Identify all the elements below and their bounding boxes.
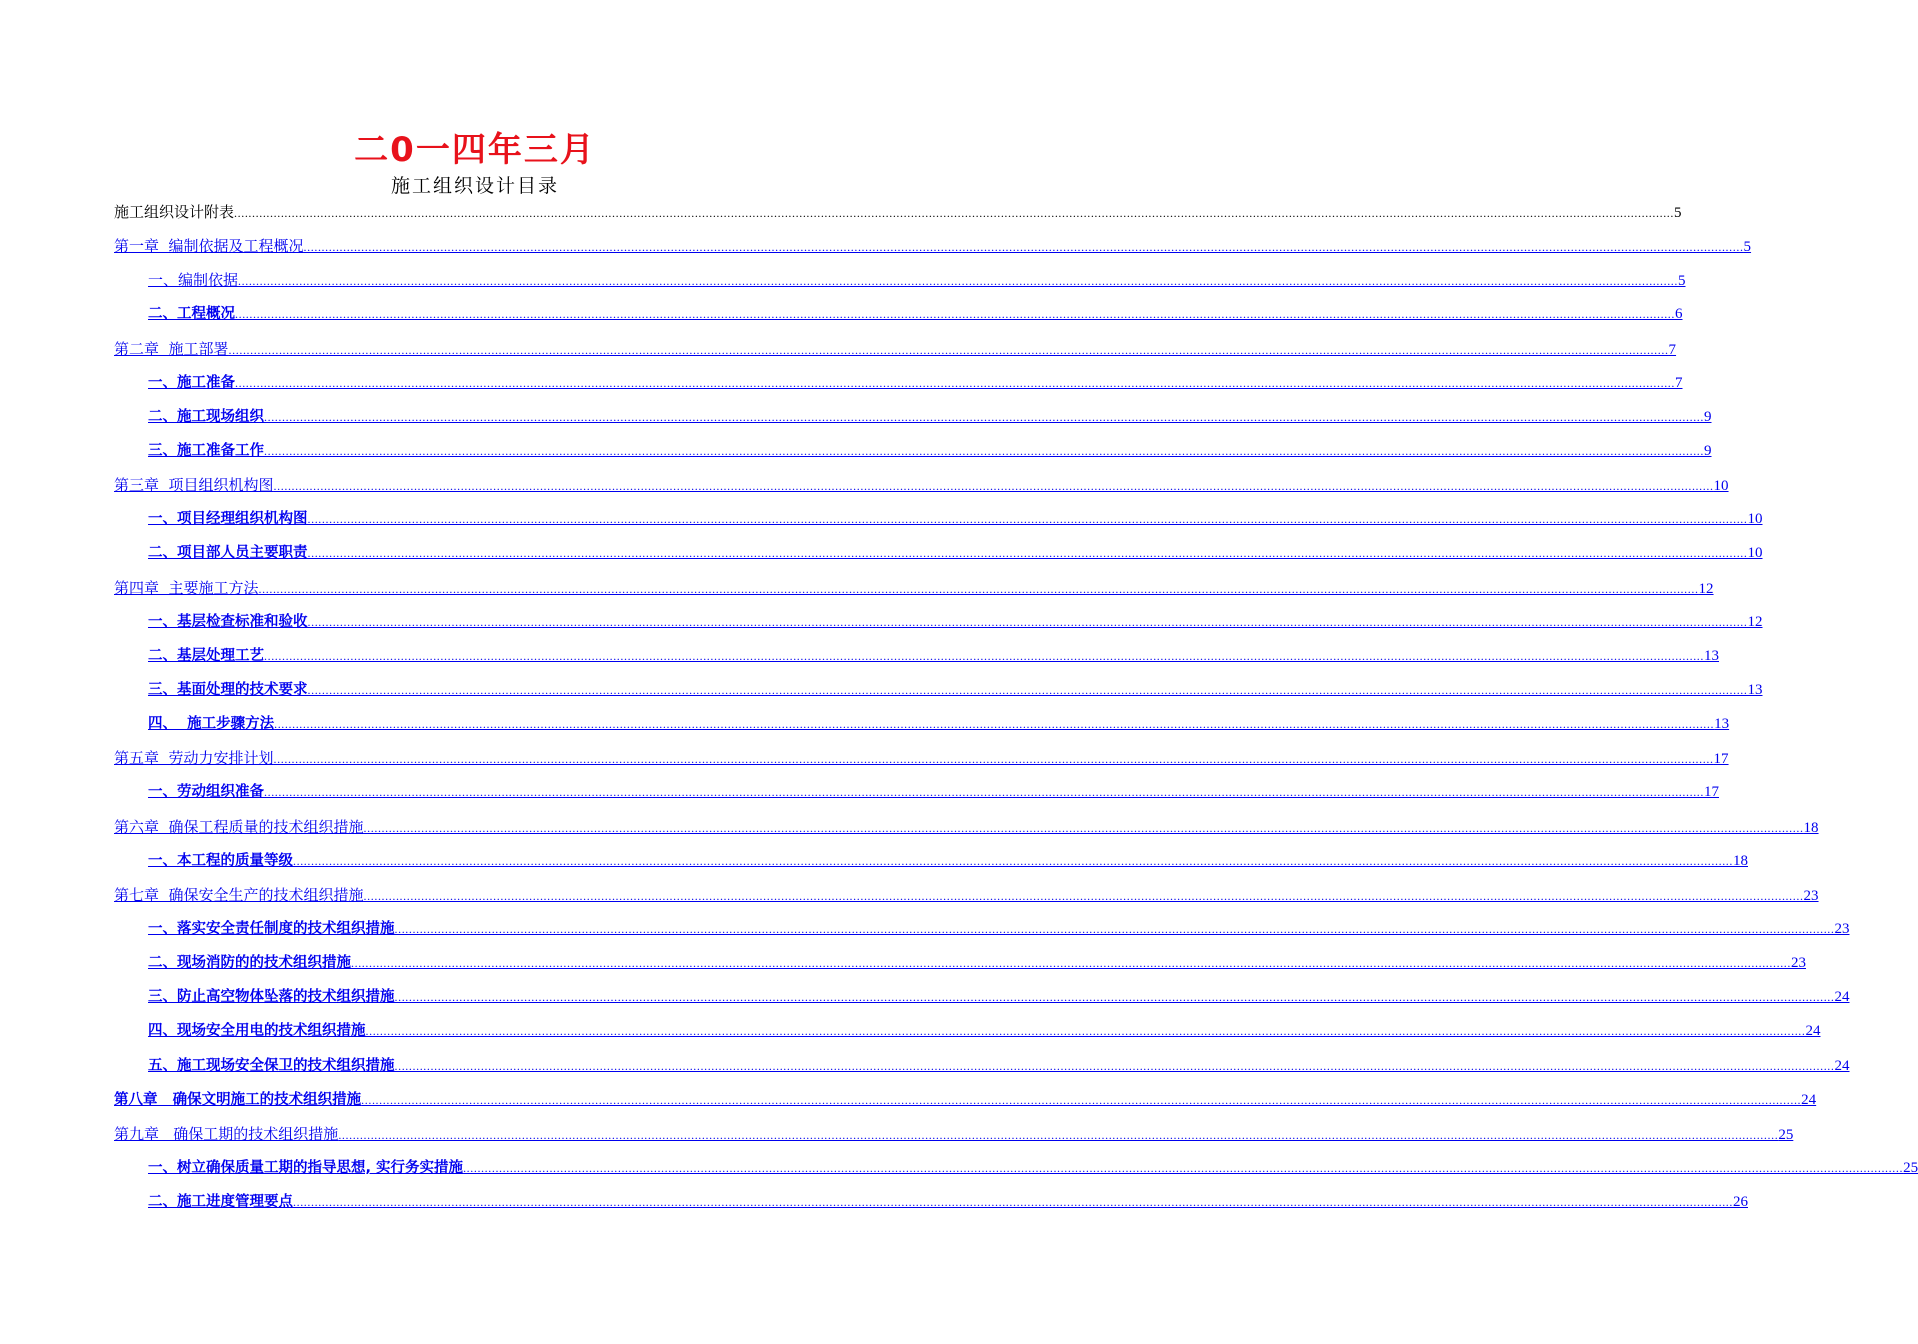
toc-entry[interactable] [114, 1019, 1821, 1053]
toc-entry-label: 二、项目部人员主要职责 [148, 545, 308, 562]
toc-entry[interactable] [114, 473, 1729, 507]
toc-entry-label: 二、施工现场组织 [148, 408, 264, 425]
toc-entry-page-number: 13 [1704, 647, 1719, 664]
toc-entry-label: 二、现场消防的的技术组织措施 [148, 955, 351, 972]
toc-entry[interactable] [114, 268, 1686, 302]
toc-entry[interactable] [114, 951, 1806, 985]
toc-entry-label: 三、基面处理的技术要求 [148, 681, 308, 698]
toc-entry-page-number: 13 [1714, 716, 1730, 733]
toc-leader-dots: ................................................................................................................................................................................................................................................................................................................................................................................................................ [258, 581, 1699, 596]
toc-leader-dots: ................................................................................................................................................................................................................................................................................................................................................................................................................ [307, 614, 1748, 629]
main-title: 二0一四年三月 [354, 130, 596, 170]
toc-leader-dots: ................................................................................................................................................................................................................................................................................................................................................................................................................ [264, 648, 1704, 663]
toc-entry[interactable] [114, 507, 1763, 541]
toc-entry-label: 一、编制依据 [148, 271, 239, 290]
toc-entry-label: 一、树立确保质量工期的指导思想, 实行务实措施 [148, 1159, 464, 1176]
toc-entry[interactable] [114, 1190, 1748, 1224]
toc-entry-label: 第三章 项目组织机构图 [114, 476, 274, 495]
toc-entry-label: 一、本工程的质量等级 [148, 852, 293, 869]
toc-entry-page-number: 13 [1747, 681, 1763, 698]
table-of-contents [114, 200, 1918, 1224]
toc-entry[interactable] [114, 541, 1763, 575]
toc-entry[interactable] [114, 746, 1729, 780]
toc-entry[interactable] [114, 1054, 1850, 1088]
toc-entry-page-number: 10 [1747, 545, 1763, 562]
toc-leader-dots: ................................................................................................................................................................................................................................................................................................................................................................................................................ [228, 342, 1669, 357]
toc-entry[interactable] [114, 610, 1763, 644]
toc-entry-label: 五、施工现场安全保卫的技术组织措施 [148, 1057, 395, 1074]
toc-entry-label: 二、施工进度管理要点 [148, 1194, 293, 1211]
toc-leader-dots: ................................................................................................................................................................................................................................................................................................................................................................................................................ [303, 240, 1744, 255]
toc-entry-page-number: 10 [1713, 478, 1729, 495]
toc-entry-label: 第一章 编制依据及工程概况 [114, 237, 304, 256]
toc-leader-dots: ................................................................................................................................................................................................................................................................................................................................................................................................................ [351, 956, 1791, 971]
toc-entry-page-number: 24 [1834, 989, 1850, 1006]
toc-entry-label: 第九章 确保工期的技术组织措施 [114, 1124, 339, 1143]
toc-entry-page-number: 5 [1743, 239, 1752, 256]
toc-entry-label: 第四章 主要施工方法 [114, 578, 259, 597]
toc-entry[interactable] [114, 883, 1819, 917]
toc-leader-dots: ................................................................................................................................................................................................................................................................................................................................................................................................................ [307, 512, 1748, 527]
toc-leader-dots: ................................................................................................................................................................................................................................................................................................................................................................................................................ [264, 443, 1704, 458]
toc-leader-dots: ................................................................................................................................................................................................................................................................................................................................................................................................................ [394, 921, 1835, 936]
toc-entry-page-number: 25 [1778, 1126, 1794, 1143]
toc-entry-page-number: 25 [1903, 1159, 1918, 1176]
toc-entry[interactable] [114, 405, 1712, 439]
toc-leader-dots: ................................................................................................................................................................................................................................................................................................................................................................................................................ [363, 820, 1804, 835]
toc-entry-page-number: 9 [1704, 408, 1712, 425]
toc-entry-page-number: 24 [1801, 1091, 1817, 1108]
toc-leader-dots: ................................................................................................................................................................................................................................................................................................................................................................................................................ [238, 274, 1679, 289]
toc-entry[interactable] [114, 576, 1714, 610]
toc-entry-page-number: 7 [1668, 341, 1677, 358]
toc-entry[interactable] [114, 917, 1850, 951]
toc-entry-page-number: 18 [1733, 852, 1748, 869]
toc-leader-dots: ................................................................................................................................................................................................................................................................................................................................................................................................................ [463, 1160, 1904, 1175]
toc-leader-dots: ................................................................................................................................................................................................................................................................................................................................................................................................................ [235, 375, 1675, 390]
toc-leader-dots: ................................................................................................................................................................................................................................................................................................................................................................................................................ [363, 888, 1804, 903]
toc-entry-label: 第五章 劳动力安排计划 [114, 749, 274, 768]
toc-leader-dots: ................................................................................................................................................................................................................................................................................................................................................................................................................ [394, 990, 1835, 1005]
toc-entry-label: 四、 施工步骤方法 [148, 716, 275, 733]
toc-leader-dots: ................................................................................................................................................................................................................................................................................................................................................................................................................ [307, 682, 1748, 697]
toc-entry[interactable] [114, 985, 1850, 1019]
toc-entry-label: 四、现场安全用电的技术组织措施 [148, 1023, 366, 1040]
toc-entry-page-number: 9 [1704, 442, 1712, 459]
toc-entry[interactable] [114, 234, 1752, 268]
toc-entry-label: 第六章 确保工程质量的技术组织措施 [114, 817, 364, 836]
toc-entry[interactable] [114, 780, 1719, 814]
toc-entry-page-number: 26 [1733, 1194, 1748, 1211]
toc-entry[interactable] [114, 337, 1677, 371]
toc-entry-page-number: 12 [1747, 613, 1763, 630]
toc-entry[interactable] [114, 678, 1763, 712]
toc-leader-dots: ................................................................................................................................................................................................................................................................................................................................................................................................................ [235, 307, 1675, 322]
toc-leader-dots: ................................................................................................................................................................................................................................................................................................................................................................................................................ [365, 1024, 1806, 1039]
toc-entry [114, 200, 1682, 234]
toc-leader-dots: ................................................................................................................................................................................................................................................................................................................................................................................................................ [264, 409, 1704, 424]
toc-entry[interactable] [114, 712, 1730, 746]
toc-entry[interactable] [114, 644, 1719, 678]
toc-entry[interactable] [114, 1156, 1918, 1190]
toc-leader-dots: ................................................................................................................................................................................................................................................................................................................................................................................................................ [234, 206, 1675, 220]
toc-entry-label: 一、劳动组织准备 [148, 784, 264, 801]
toc-title: 施工组织设计目录 [390, 175, 559, 197]
toc-entry[interactable] [114, 1122, 1794, 1156]
toc-entry-page-number: 5 [1678, 273, 1686, 290]
toc-leader-dots: ................................................................................................................................................................................................................................................................................................................................................................................................................ [293, 853, 1733, 868]
toc-entry-page-number: 10 [1747, 511, 1763, 528]
toc-entry-page-number: 23 [1803, 887, 1819, 904]
toc-entry-page-number: 5 [1674, 205, 1682, 221]
toc-entry-page-number: 17 [1704, 784, 1719, 801]
toc-entry-page-number: 23 [1834, 920, 1850, 937]
toc-entry-label: 三、施工准备工作 [148, 442, 264, 459]
toc-entry-page-number: 23 [1791, 955, 1806, 972]
toc-entry-page-number: 6 [1675, 306, 1683, 323]
toc-entry[interactable] [114, 371, 1683, 405]
toc-entry-label: 一、落实安全责任制度的技术组织措施 [148, 920, 395, 937]
toc-entry-page-number: 7 [1675, 374, 1683, 391]
toc-leader-dots: ................................................................................................................................................................................................................................................................................................................................................................................................................ [273, 479, 1714, 494]
toc-entry[interactable] [114, 849, 1748, 883]
toc-entry-page-number: 24 [1805, 1023, 1821, 1040]
toc-entry-label: 二、工程概况 [148, 306, 235, 323]
toc-entry-label: 第七章 确保安全生产的技术组织措施 [114, 885, 364, 904]
toc-entry-label: 一、施工准备 [148, 374, 235, 391]
toc-entry-label: 第八章 确保文明施工的技术组织措施 [114, 1091, 362, 1108]
toc-entry-page-number: 18 [1803, 819, 1819, 836]
toc-leader-dots: ................................................................................................................................................................................................................................................................................................................................................................................................................ [293, 1195, 1733, 1210]
toc-entry-label: 一、项目经理组织机构图 [148, 511, 308, 528]
toc-leader-dots: ................................................................................................................................................................................................................................................................................................................................................................................................................ [274, 717, 1715, 732]
toc-leader-dots: ................................................................................................................................................................................................................................................................................................................................................................................................................ [338, 1127, 1779, 1142]
toc-leader-dots: ................................................................................................................................................................................................................................................................................................................................................................................................................ [361, 1092, 1802, 1107]
toc-entry-label: 第二章 施工部署 [114, 339, 229, 358]
toc-entry-label: 一、基层检查标准和验收 [148, 613, 308, 630]
toc-entry-label: 三、防止高空物体坠落的技术组织措施 [148, 989, 395, 1006]
toc-entry-label: 二、基层处理工艺 [148, 647, 264, 664]
toc-entry[interactable] [114, 439, 1712, 473]
toc-entry-page-number: 12 [1698, 580, 1714, 597]
toc-leader-dots: ................................................................................................................................................................................................................................................................................................................................................................................................................ [264, 785, 1704, 800]
toc-entry-label: 施工组织设计附表 [114, 203, 235, 221]
toc-entry-page-number: 24 [1834, 1057, 1850, 1074]
toc-entry[interactable] [114, 815, 1819, 849]
toc-leader-dots: ................................................................................................................................................................................................................................................................................................................................................................................................................ [273, 752, 1714, 767]
toc-leader-dots: ................................................................................................................................................................................................................................................................................................................................................................................................................ [307, 546, 1748, 561]
toc-entry[interactable] [114, 1088, 1817, 1122]
toc-entry-page-number: 17 [1713, 751, 1729, 768]
toc-leader-dots: ................................................................................................................................................................................................................................................................................................................................................................................................................ [394, 1058, 1835, 1073]
toc-entry[interactable] [114, 302, 1683, 336]
